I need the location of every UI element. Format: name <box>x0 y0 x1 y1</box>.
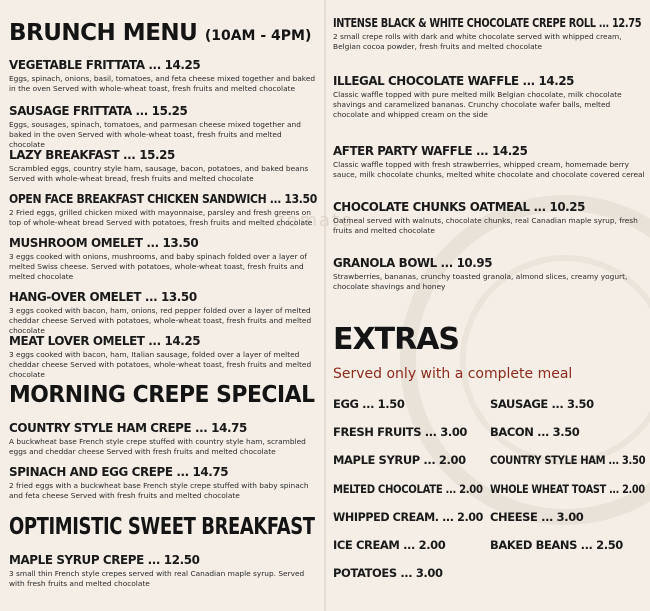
column-divider <box>324 0 326 611</box>
extra-item-potatoes: POTATOES ... 3.00 <box>333 566 443 580</box>
extras-subtitle: Served only with a complete meal <box>333 366 573 382</box>
menu-item-hang-over-omelet <box>9 286 319 336</box>
menu-item-meat-lover-omelet <box>9 330 319 380</box>
item-description: Scrambled eggs, country style ham, sausage, bacon, potatoes, and baked beans Served with whole-wheat bread, fresh fruits and melted chocolate <box>9 164 309 183</box>
item-description: Strawberries, bananas, crunchy toasted granola, almond slices, creamy yogurt, chocolate shavings and honey <box>333 272 628 291</box>
item-description: 3 eggs cooked with onions, mushrooms, and baby spinach folded over a layer of melted Swiss cheese. Served with potatoes, whole-wheat toast, fresh fruits and melted chocolate <box>9 252 307 281</box>
item-description: Oatmeal served with walnuts, chocolate chunks, real Canadian maple syrup, fresh fruits and melted chocolate <box>333 216 638 235</box>
item-description: 3 eggs cooked with bacon, ham, Italian sausage, folded over a layer of melted cheddar cheese Served with potatoes, whole-wheat toast, fresh fruits and melted chocolate <box>9 350 312 379</box>
brunch-title-text: BRUNCH MENU <box>9 20 198 46</box>
menu-item-illegal-chocolate-waffle <box>333 70 645 120</box>
menu-item-sausage-frittata <box>9 100 319 150</box>
watermark: zomato <box>275 210 355 231</box>
item-title: LAZY BREAKFAST ... 15.25 <box>9 148 175 162</box>
item-title: OPEN FACE BREAKFAST CHICKEN SANDWICH ... 13.50 <box>9 192 317 206</box>
extra-item-fresh-fruits: FRESH FRUITS ... 3.00 <box>333 425 468 439</box>
extra-item-whipped-cream: WHIPPED CREAM. ... 2.00 <box>333 510 484 524</box>
item-description: 3 small thin French style crepes served with real Canadian maple syrup. Served with fresh fruits and melted chocolate <box>9 569 305 588</box>
menu-item-chocolate-crepe-roll <box>333 12 645 52</box>
brunch-hours: (10AM - 4PM) <box>204 28 312 44</box>
item-title: MAPLE SYRUP CREPE ... 12.50 <box>9 553 200 567</box>
item-title: MUSHROOM OMELET ... 13.50 <box>9 236 199 250</box>
menu-item-chicken-sandwich <box>9 188 319 228</box>
extra-item-maple-syrup: MAPLE SYRUP ... 2.00 <box>333 453 466 467</box>
item-description: Classic waffle topped with pure melted milk Belgian chocolate, milk chocolate shavings and caramelized bananas. Crunchy chocolate wafer balls, melted chocolate and whipped cream on the side <box>333 90 622 119</box>
extra-item-ice-cream: ICE CREAM ... 2.00 <box>333 538 446 552</box>
extra-item-cheese: CHEESE ... 3.00 <box>490 510 584 524</box>
item-title: MEAT LOVER OMELET ... 14.25 <box>9 334 201 348</box>
menu-item-lazy-breakfast <box>9 144 319 184</box>
extra-item-country-style-ham: COUNTRY STYLE HAM ... 3.50 <box>490 453 646 467</box>
menu-item-spinach-egg-crepe <box>9 461 319 501</box>
item-description: A buckwheat base French style crepe stuffed with country style ham, scrambled eggs and cheddar cheese Served with fresh fruits and melted chocolate <box>9 437 306 456</box>
sweet-breakfast-title: OPTIMISTIC SWEET BREAKFAST <box>9 514 315 540</box>
item-description: 3 eggs cooked with bacon, ham, onions, red pepper folded over a layer of melted cheddar cheese Served with potatoes, whole-wheat toast, fresh fruits and melted chocolate <box>9 306 312 335</box>
menu-item-after-party-waffle <box>333 140 645 180</box>
item-title: GRANOLA BOWL ... 10.95 <box>333 256 493 270</box>
extra-item-whole-wheat-toast: WHOLE WHEAT TOAST ... 2.00 <box>490 482 645 496</box>
item-title: SAUSAGE FRITTATA ... 15.25 <box>9 104 188 118</box>
morning-crepe-title: MORNING CREPE SPECIAL <box>9 382 315 408</box>
item-title: CHOCOLATE CHUNKS OATMEAL ... 10.25 <box>333 200 585 214</box>
menu-item-country-ham-crepe <box>9 417 319 457</box>
item-title: AFTER PARTY WAFFLE ... 14.25 <box>333 144 528 158</box>
menu-item-chocolate-chunks-oatmeal <box>333 196 645 236</box>
item-description: 2 small crepe rolls with dark and white chocolate served with whipped cream, Belgian cocoa powder, fresh fruits and melted chocolate <box>333 32 622 51</box>
extra-item-melted-chocolate: MELTED CHOCOLATE ... 2.00 <box>333 482 483 496</box>
item-title: HANG-OVER OMELET ... 13.50 <box>9 290 197 304</box>
item-title: SPINACH AND EGG CREPE ... 14.75 <box>9 465 229 479</box>
item-title: VEGETABLE FRITTATA ... 14.25 <box>9 58 201 72</box>
menu-item-vegetable-frittata <box>9 54 319 94</box>
item-description: 2 Fried eggs, grilled chicken mixed with mayonnaise, parsley and fresh greens on top of whole-wheat bread Served with potatoes, fresh fruits and melted chocolate <box>9 208 313 227</box>
item-description: 2 fried eggs with a buckwheat base French style crepe stuffed with baby spinach and feta cheese Served with fresh fruits and melted chocolate <box>9 481 309 500</box>
extra-item-egg: EGG ... 1.50 <box>333 397 405 411</box>
item-description: Eggs, spinach, onions, basil, tomatoes, and feta cheese mixed together and baked in the oven Served with whole-wheat toast, fresh fruits and melted chocolate <box>9 74 316 93</box>
menu-item-maple-syrup-crepe <box>9 549 319 589</box>
item-title: INTENSE BLACK & WHITE CHOCOLATE CREPE ROLL ... 12.75 <box>333 16 642 30</box>
extra-item-baked-beans: BAKED BEANS ... 2.50 <box>490 538 623 552</box>
menu-item-granola-bowl <box>333 252 645 292</box>
extra-item-bacon: BACON ... 3.50 <box>490 425 580 439</box>
item-description: Eggs, sousages, spinach, tomatoes, and parmesan cheese mixed together and baked in the oven Served with whole-wheat toast, fresh fruits and melted chocolate <box>9 120 301 149</box>
extra-item-sausage: SAUSAGE ... 3.50 <box>490 397 594 411</box>
menu-item-mushroom-omelet <box>9 232 319 282</box>
brunch-menu-title <box>9 20 311 46</box>
item-title: ILLEGAL CHOCOLATE WAFFLE ... 14.25 <box>333 74 575 88</box>
item-description: Classic waffle topped with fresh strawberries, whipped cream, homemade berry sauce, milk chocolate chunks, melted white chocolate and chocolate covered cereal <box>333 160 645 179</box>
item-title: COUNTRY STYLE HAM CREPE ... 14.75 <box>9 421 247 435</box>
extras-title: EXTRAS <box>333 322 460 357</box>
